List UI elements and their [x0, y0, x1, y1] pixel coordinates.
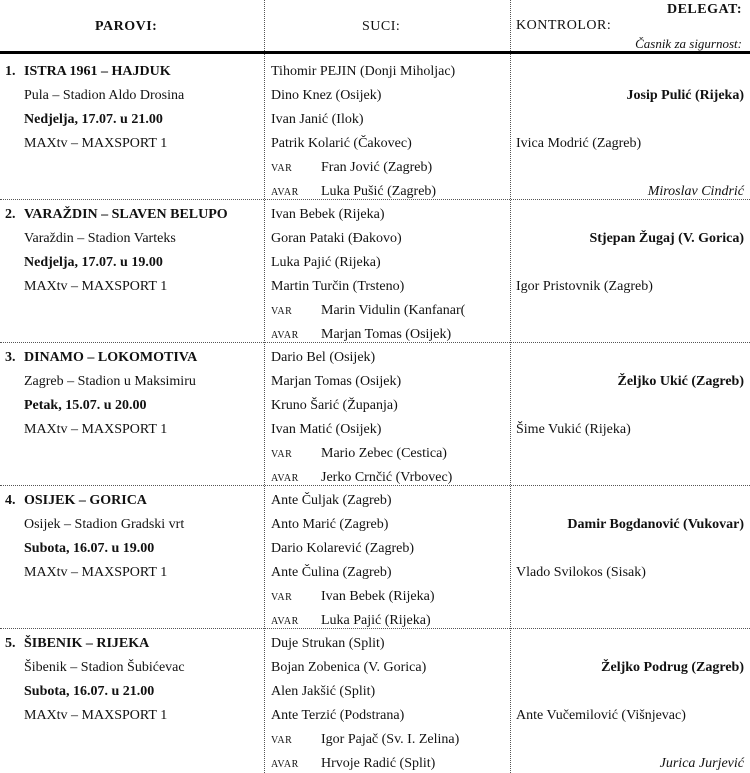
avar-referee: Marjan Tomas (Osijek) — [321, 327, 452, 342]
referee-assistant-2: Kruno Šarić (Županja) — [271, 398, 398, 413]
security-officer: Miroslav Cindrić — [647, 184, 744, 199]
var-row — [271, 446, 447, 462]
delegate: Željko Ukić (Zagreb) — [617, 374, 744, 389]
avar-label: AVAR — [271, 187, 299, 198]
match-venue: Varaždin – Stadion Varteks — [24, 231, 176, 246]
match-tv: MAXtv – MAXSPORT 1 — [24, 565, 168, 580]
delegate: Stjepan Žugaj (V. Gorica) — [589, 231, 744, 246]
delegate: Josip Pulić (Rijeka) — [626, 88, 744, 103]
referee-main: Ivan Bebek (Rijeka) — [271, 207, 385, 222]
referee-fourth: Patrik Kolarić (Čakovec) — [271, 136, 412, 151]
match-teams: ISTRA 1961 – HAJDUK — [24, 64, 171, 79]
avar-label: AVAR — [271, 759, 299, 770]
avar-row — [271, 613, 431, 629]
match-date: Nedjelja, 17.07. u 21.00 — [24, 112, 163, 127]
table-header — [0, 0, 750, 52]
referee-main: Duje Strukan (Split) — [271, 636, 385, 651]
referee-fourth: Ante Čulina (Zagreb) — [271, 565, 392, 580]
referee-assistant-1: Goran Pataki (Đakovo) — [271, 231, 402, 246]
header-rule — [0, 51, 750, 54]
referee-main: Tihomir PEJIN (Donji Miholjac) — [271, 64, 456, 79]
var-row — [271, 589, 435, 605]
match-date: Nedjelja, 17.07. u 19.00 — [24, 255, 163, 270]
avar-row — [271, 184, 436, 200]
referee-controller: Ivica Modrić (Zagreb) — [516, 136, 642, 151]
referee-assistant-2: Alen Jakšić (Split) — [271, 684, 376, 699]
header-suci: SUCI: — [362, 19, 401, 34]
match-venue: Šibenik – Stadion Šubićevac — [24, 660, 185, 675]
referee-assistant-2: Ivan Janić (Ilok) — [271, 112, 364, 127]
match-row — [0, 629, 750, 772]
var-referee: Ivan Bebek (Rijeka) — [321, 589, 435, 604]
var-referee: Mario Zebec (Cestica) — [321, 446, 447, 461]
avar-label: AVAR — [271, 473, 299, 484]
match-tv: MAXtv – MAXSPORT 1 — [24, 136, 168, 151]
match-teams: DINAMO – LOKOMOTIVA — [24, 350, 198, 365]
match-venue: Pula – Stadion Aldo Drosina — [24, 88, 185, 103]
referee-fourth: Ante Terzić (Podstrana) — [271, 708, 405, 723]
match-row — [0, 57, 750, 200]
var-referee: Igor Pajač (Sv. I. Zelina) — [321, 732, 460, 747]
delegate: Damir Bogdanović (Vukovar) — [567, 517, 744, 532]
referee-main: Dario Bel (Osijek) — [271, 350, 376, 365]
var-row — [271, 303, 465, 319]
match-row — [0, 486, 750, 629]
match-teams: ŠIBENIK – RIJEKA — [24, 636, 150, 651]
referee-assistant-1: Bojan Zobenica (V. Gorica) — [271, 660, 427, 675]
referee-fourth: Ivan Matić (Osijek) — [271, 422, 382, 437]
match-tv: MAXtv – MAXSPORT 1 — [24, 279, 168, 294]
var-label: VAR — [271, 735, 293, 746]
var-label: VAR — [271, 163, 293, 174]
match-number: 3. — [5, 350, 16, 365]
match-number: 5. — [5, 636, 16, 651]
match-tv: MAXtv – MAXSPORT 1 — [24, 422, 168, 437]
var-referee: Marin Vidulin (Kanfanar( — [321, 303, 466, 318]
referee-assistant-1: Dino Knez (Osijek) — [271, 88, 382, 103]
match-tv: MAXtv – MAXSPORT 1 — [24, 708, 168, 723]
var-label: VAR — [271, 592, 293, 603]
match-number: 2. — [5, 207, 16, 222]
avar-row — [271, 327, 451, 343]
security-officer: Jurica Jurjević — [659, 756, 744, 771]
avar-referee: Luka Pajić (Rijeka) — [321, 613, 431, 628]
match-teams: VARAŽDIN – SLAVEN BELUPO — [24, 207, 228, 222]
var-referee: Fran Jović (Zagreb) — [321, 160, 433, 175]
match-date: Subota, 16.07. u 21.00 — [24, 684, 155, 699]
match-venue: Zagreb – Stadion u Maksimiru — [24, 374, 196, 389]
referee-assistant-2: Dario Kolarević (Zagreb) — [271, 541, 415, 556]
referee-controller: Ante Vučemilović (Višnjevac) — [516, 708, 686, 723]
match-date: Petak, 15.07. u 20.00 — [24, 398, 147, 413]
avar-label: AVAR — [271, 330, 299, 341]
referee-controller: Šime Vukić (Rijeka) — [516, 422, 631, 437]
avar-row — [271, 470, 452, 486]
match-venue: Osijek – Stadion Gradski vrt — [24, 517, 185, 532]
match-number: 4. — [5, 493, 16, 508]
referee-controller: Igor Pristovnik (Zagreb) — [516, 279, 653, 294]
var-label: VAR — [271, 449, 293, 460]
header-kontrolor: KONTROLOR: — [516, 18, 612, 33]
var-row — [271, 160, 432, 176]
referee-assistant-1: Marjan Tomas (Osijek) — [271, 374, 402, 389]
var-label: VAR — [271, 306, 293, 317]
avar-referee: Hrvoje Radić (Split) — [321, 756, 436, 771]
referee-controller: Vlado Svilokos (Sisak) — [516, 565, 646, 580]
avar-referee: Jerko Crnčić (Vrbovec) — [321, 470, 453, 485]
match-date: Subota, 16.07. u 19.00 — [24, 541, 155, 556]
header-delegat: DELEGAT: — [666, 2, 742, 17]
header-parovi: PAROVI: — [95, 19, 158, 34]
match-teams: OSIJEK – GORICA — [24, 493, 147, 508]
referee-assistant-2: Luka Pajić (Rijeka) — [271, 255, 381, 270]
avar-referee: Luka Pušić (Zagreb) — [321, 184, 437, 199]
referee-fourth: Martin Turčin (Trsteno) — [271, 279, 405, 294]
match-number: 1. — [5, 64, 16, 79]
referee-assistant-1: Anto Marić (Zagreb) — [271, 517, 389, 532]
avar-row — [271, 756, 435, 772]
delegate: Željko Podrug (Zagreb) — [601, 660, 744, 675]
referee-main: Ante Čuljak (Zagreb) — [271, 493, 392, 508]
header-casnik: Časnik za sigurnost: — [635, 36, 742, 51]
match-row — [0, 200, 750, 343]
match-row — [0, 343, 750, 486]
var-row — [271, 732, 459, 748]
avar-label: AVAR — [271, 616, 299, 627]
